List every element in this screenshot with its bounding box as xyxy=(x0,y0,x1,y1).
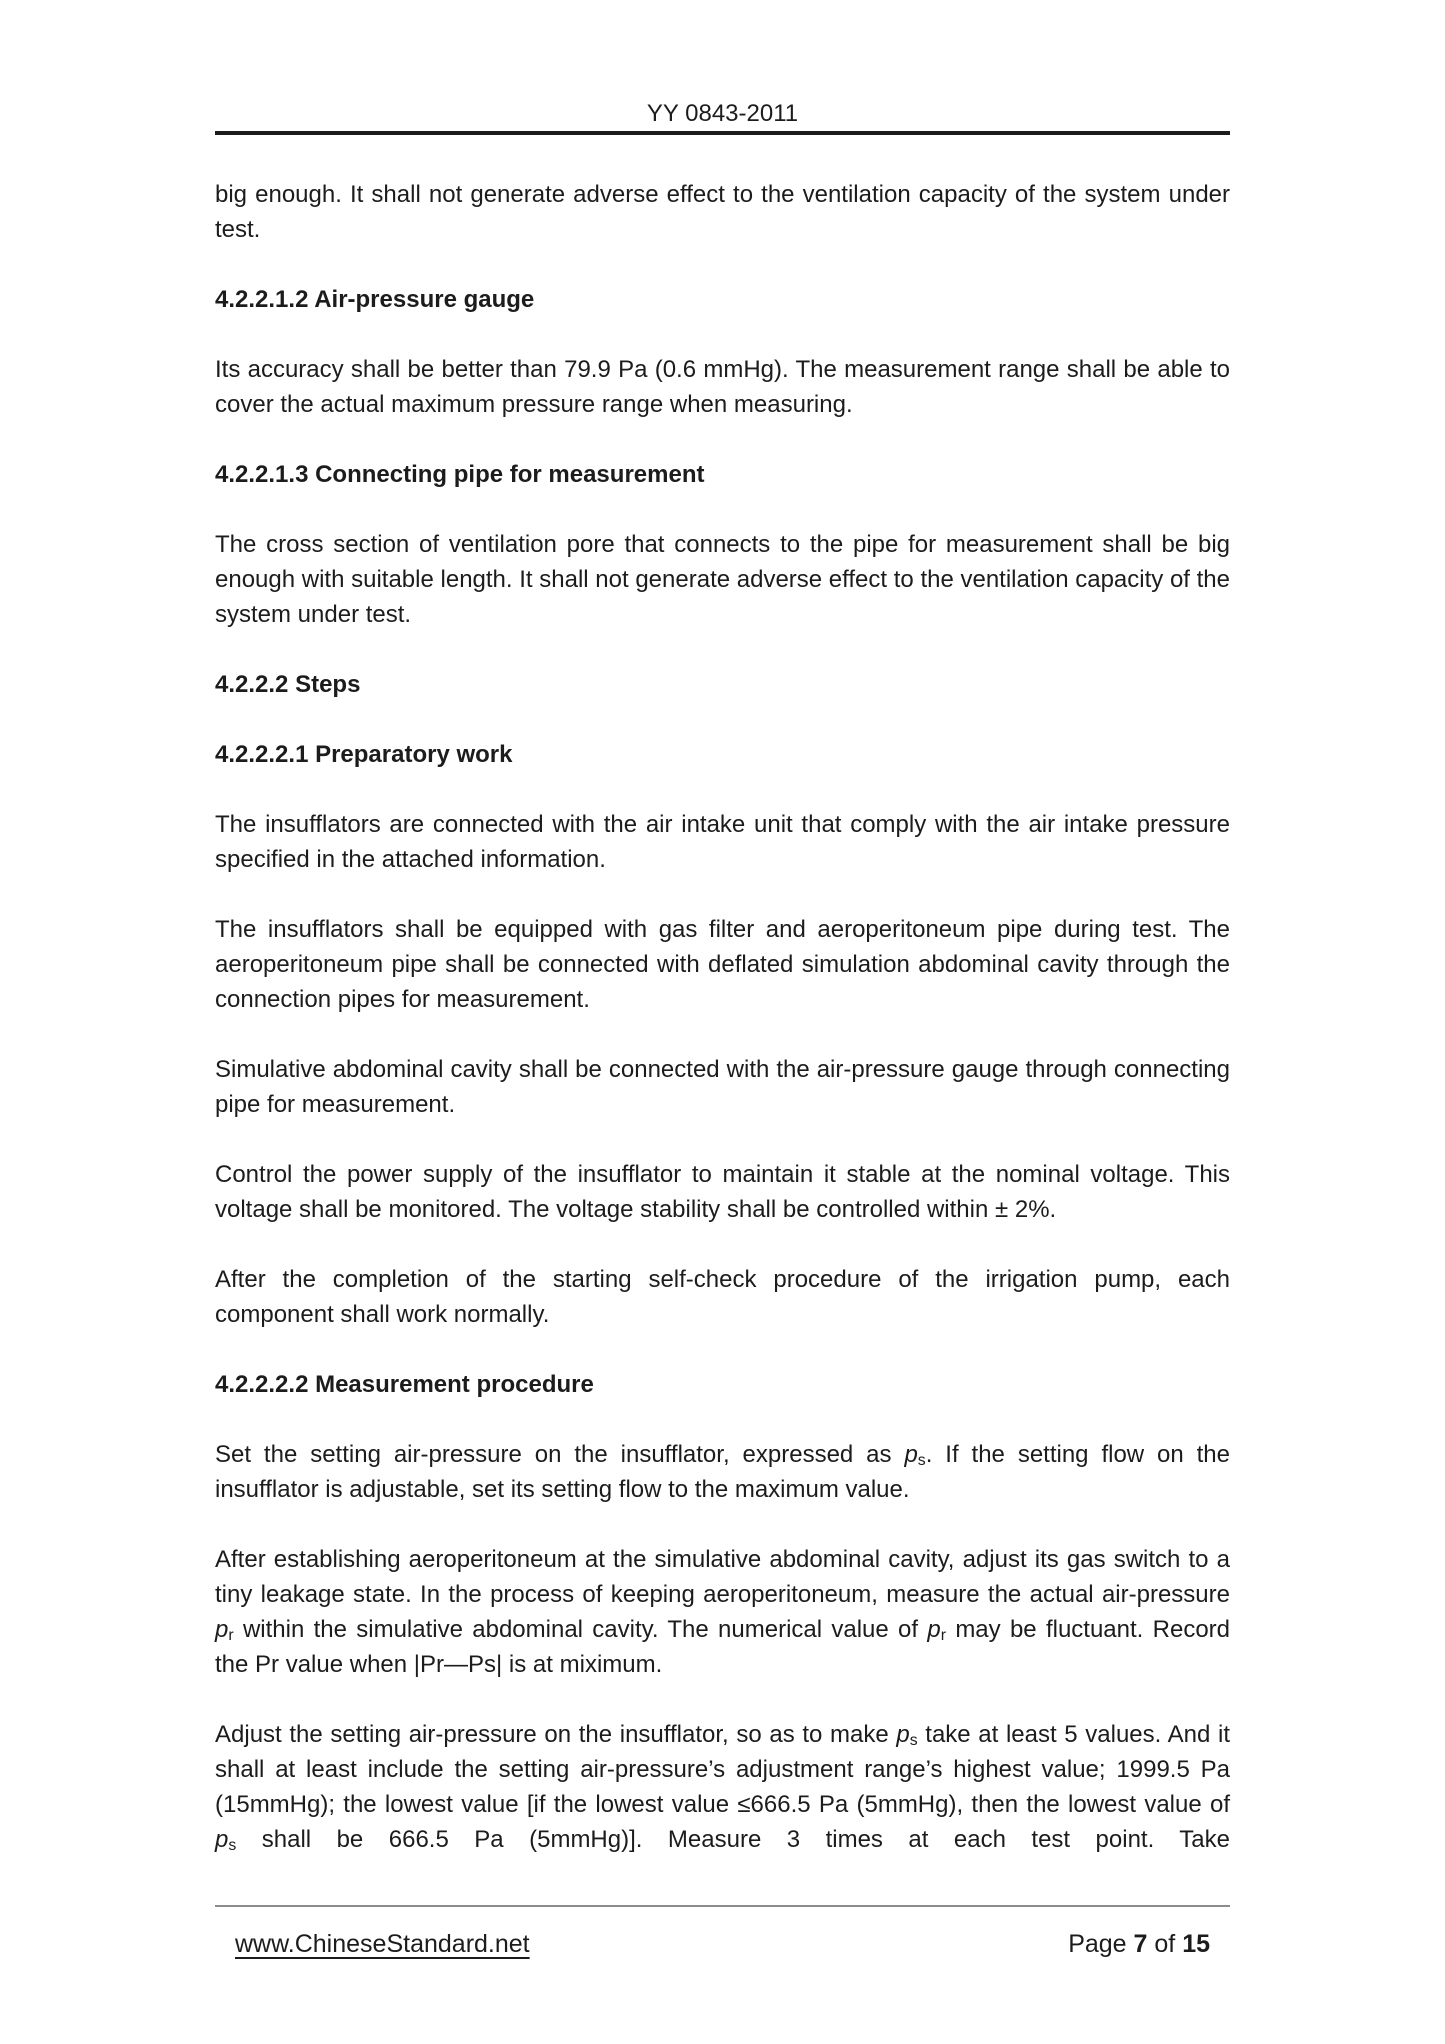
paragraph: The insufflators are connected with the air intake unit that comply with the air intake pressure specified in the attached information. xyxy=(215,811,1230,873)
document-body xyxy=(215,177,1230,1892)
page-header xyxy=(215,96,1230,135)
paragraph: Control the power supply of the insufflator to maintain it stable at the nominal voltage. This voltage shall be monitored. The voltage stability shall be controlled within ± 2%. xyxy=(215,1161,1230,1223)
paragraph: big enough. It shall not generate adverse effect to the ventilation capacity of the system under test. xyxy=(215,181,1230,243)
paragraph: The cross section of ventilation pore that connects to the pipe for measurement shall be big enough with suitable length. It shall not generate adverse effect to the ventilation capacity of the system under test. xyxy=(215,531,1230,628)
page-footer xyxy=(215,1926,1230,1966)
page-indicator xyxy=(1068,1926,1210,1962)
paragraph: Adjust the setting air-pressure on the insufflator, so as to make ps take at least 5 values. And it shall at least include the setting air-pressure’s adjustment range’s highest value; 1999.5 Pa (15mmHg); the lowest value [if the lowest value ≤666.5 Pa (5mmHg), then the lowest value of ps shall be 666.5 Pa (5mmHg)]. Measure 3 times at each test point. Take xyxy=(215,1721,1230,1854)
paragraph: After the completion of the starting self-check procedure of the irrigation pump, each component shall work normally. xyxy=(215,1266,1230,1328)
page-number: 7 xyxy=(1133,1930,1148,1958)
footer-divider xyxy=(215,1905,1230,1907)
paragraph: Its accuracy shall be better than 79.9 Pa (0.6 mmHg). The measurement range shall be able to cover the actual maximum pressure range when measuring. xyxy=(215,356,1230,418)
section-heading: 4.2.2.1.3 Connecting pipe for measurement xyxy=(215,461,705,488)
page-prefix: Page xyxy=(1068,1930,1134,1958)
section-heading: 4.2.2.1.2 Air-pressure gauge xyxy=(215,286,535,313)
page-total: 15 xyxy=(1182,1930,1210,1958)
section-heading: 4.2.2.2.2 Measurement procedure xyxy=(215,1371,594,1398)
paragraph: After establishing aeroperitoneum at the simulative abdominal cavity, adjust its gas switch to a tiny leakage state. In the process of keeping aeroperitoneum, measure the actual air-pressure pr within the simulative abdominal cavity. The numerical value of pr may be fluctuant. Record the Pr value when |Pr—Ps| is at miximum. xyxy=(215,1546,1231,1678)
paragraph: The insufflators shall be equipped with gas filter and aeroperitoneum pipe during test. The aeroperitoneum pipe shall be connected with deflated simulation abdominal cavity through the connection pipes for measurement. xyxy=(215,916,1230,1013)
paragraph: Set the setting air-pressure on the insufflator, expressed as ps. If the setting flow on the insufflator is adjustable, set its setting flow to the maximum value. xyxy=(215,1441,1230,1503)
paragraph: Simulative abdominal cavity shall be connected with the air-pressure gauge through connecting pipe for measurement. xyxy=(215,1056,1230,1118)
section-heading: 4.2.2.2.1 Preparatory work xyxy=(215,741,513,768)
footer-link[interactable]: www.ChineseStandard.net xyxy=(235,1930,530,1958)
header-title: YY 0843-2011 xyxy=(646,100,799,127)
section-heading: 4.2.2.2 Steps xyxy=(215,671,361,698)
page-connector: of xyxy=(1147,1930,1183,1958)
